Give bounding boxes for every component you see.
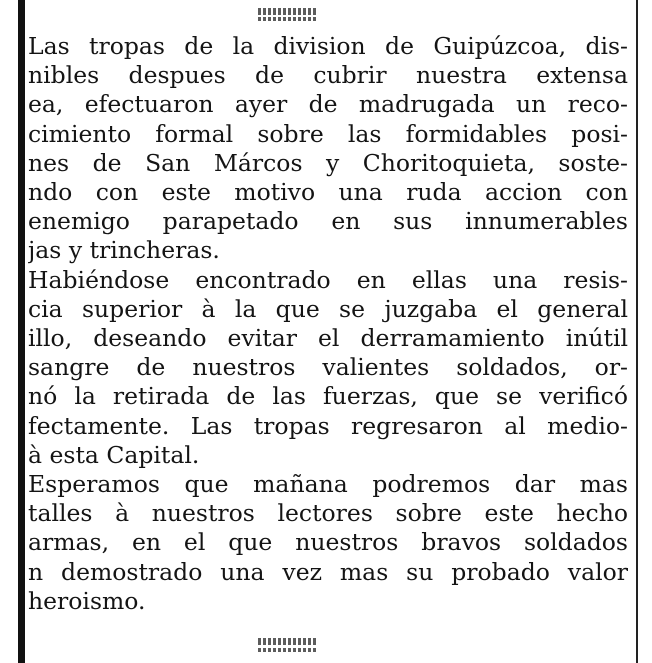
article-line: cia superior à la que se juzgaba el general bbox=[28, 294, 628, 323]
article-line: Esperamos que mañana podremos dar mas bbox=[28, 470, 628, 499]
article-line: fectamente. Las tropas regresaron al medio- bbox=[28, 411, 628, 440]
article-line: à esta Capital. bbox=[28, 440, 200, 469]
article-line: armas, en el que nuestros bravos soldados bbox=[28, 528, 628, 557]
article-line: Las tropas de la division de Guipúzcoa, dis- bbox=[28, 32, 628, 60]
article-line: talles à nuestros lectores sobre este hecho bbox=[28, 499, 628, 528]
article-line: ndo con este motivo una ruda accion con bbox=[28, 178, 628, 207]
article-line: Habiéndose encontrado en ellas una resis- bbox=[28, 265, 628, 294]
left-column-rule bbox=[18, 0, 25, 663]
article-line: heroismo. bbox=[28, 586, 146, 615]
top-ornament-divider bbox=[258, 8, 318, 15]
article-line: nibles despues de cubrir nuestra extensa bbox=[28, 61, 628, 90]
article-line: nes de San Márcos y Choritoquieta, soste- bbox=[28, 148, 628, 177]
article-line: enemigo parapetado en sus innumerables bbox=[28, 207, 628, 236]
bottom-ornament-divider bbox=[258, 638, 318, 645]
top-ornament-divider-lower bbox=[258, 17, 318, 21]
right-column-rule bbox=[636, 0, 638, 663]
article-line: cimiento formal sobre las formidables posi- bbox=[28, 119, 628, 148]
article-line: illo, deseando evitar el derramamiento inútil bbox=[28, 324, 628, 353]
article-line: jas y trincheras. bbox=[28, 236, 220, 265]
article-line: n demostrado una vez mas su probado valor bbox=[28, 557, 628, 586]
bottom-ornament-divider-lower bbox=[258, 648, 318, 652]
article-body bbox=[28, 32, 628, 616]
article-line: ea, efectuaron ayer de madrugada un reco- bbox=[28, 90, 628, 119]
article-line: nó la retirada de las fuerzas, que se verificó bbox=[28, 382, 628, 411]
article-line: sangre de nuestros valientes soldados, or- bbox=[28, 353, 628, 382]
